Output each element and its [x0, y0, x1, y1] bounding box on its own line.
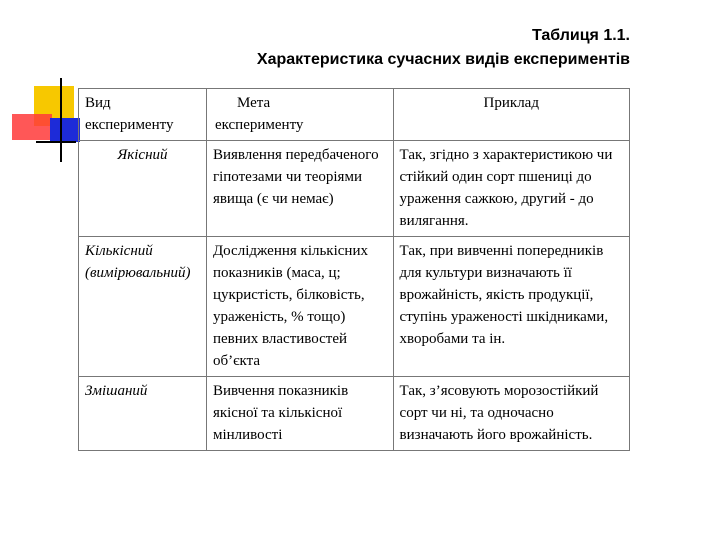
table-number: Таблиця 1.1. — [531, 27, 630, 44]
table-header-row — [79, 89, 630, 141]
row-goal: Дослідження кількісних показників (маса, ц; цукристість, білковість, ураженість, % тощо) певних властивостей об’єкта — [206, 237, 393, 377]
table-title: Характеристика сучасних видів експериментів — [256, 51, 630, 68]
decor-vertical-line — [60, 78, 62, 162]
decor-blue-square — [50, 118, 80, 142]
row-kind: Якісний — [79, 141, 207, 237]
row-example: Так, при вивченні попередників для культури визначають її врожайність, якість продукції, ступінь ураженості шкідниками, хворобами та ін. — [393, 237, 629, 377]
decor-horizontal-line — [36, 141, 76, 143]
experiments-table — [78, 88, 630, 451]
row-goal: Вивчення показників якісної та кількісної мінливості — [206, 377, 393, 451]
table-row — [79, 237, 630, 377]
row-goal: Виявлення передбаченого гіпотезами чи теоріями явища (є чи немає) — [206, 141, 393, 237]
header-example: Приклад — [393, 89, 629, 141]
table-row — [79, 377, 630, 451]
header-goal: Мета експерименту — [206, 89, 393, 141]
header-kind: Вид експерименту — [79, 89, 207, 141]
row-kind: Кількісний (вимірювальний) — [79, 237, 207, 377]
table-caption — [150, 24, 630, 72]
row-example: Так, з’ясовують морозостійкий сорт чи ні, та одночасно визначають його врожайність. — [393, 377, 629, 451]
row-example: Так, згідно з характеристикою чи стійкий один сорт пшениці до ураження сажкою, другий - до вилягання. — [393, 141, 629, 237]
table-row — [79, 141, 630, 237]
row-kind: Змішаний — [79, 377, 207, 451]
decor-red-square — [12, 114, 52, 140]
